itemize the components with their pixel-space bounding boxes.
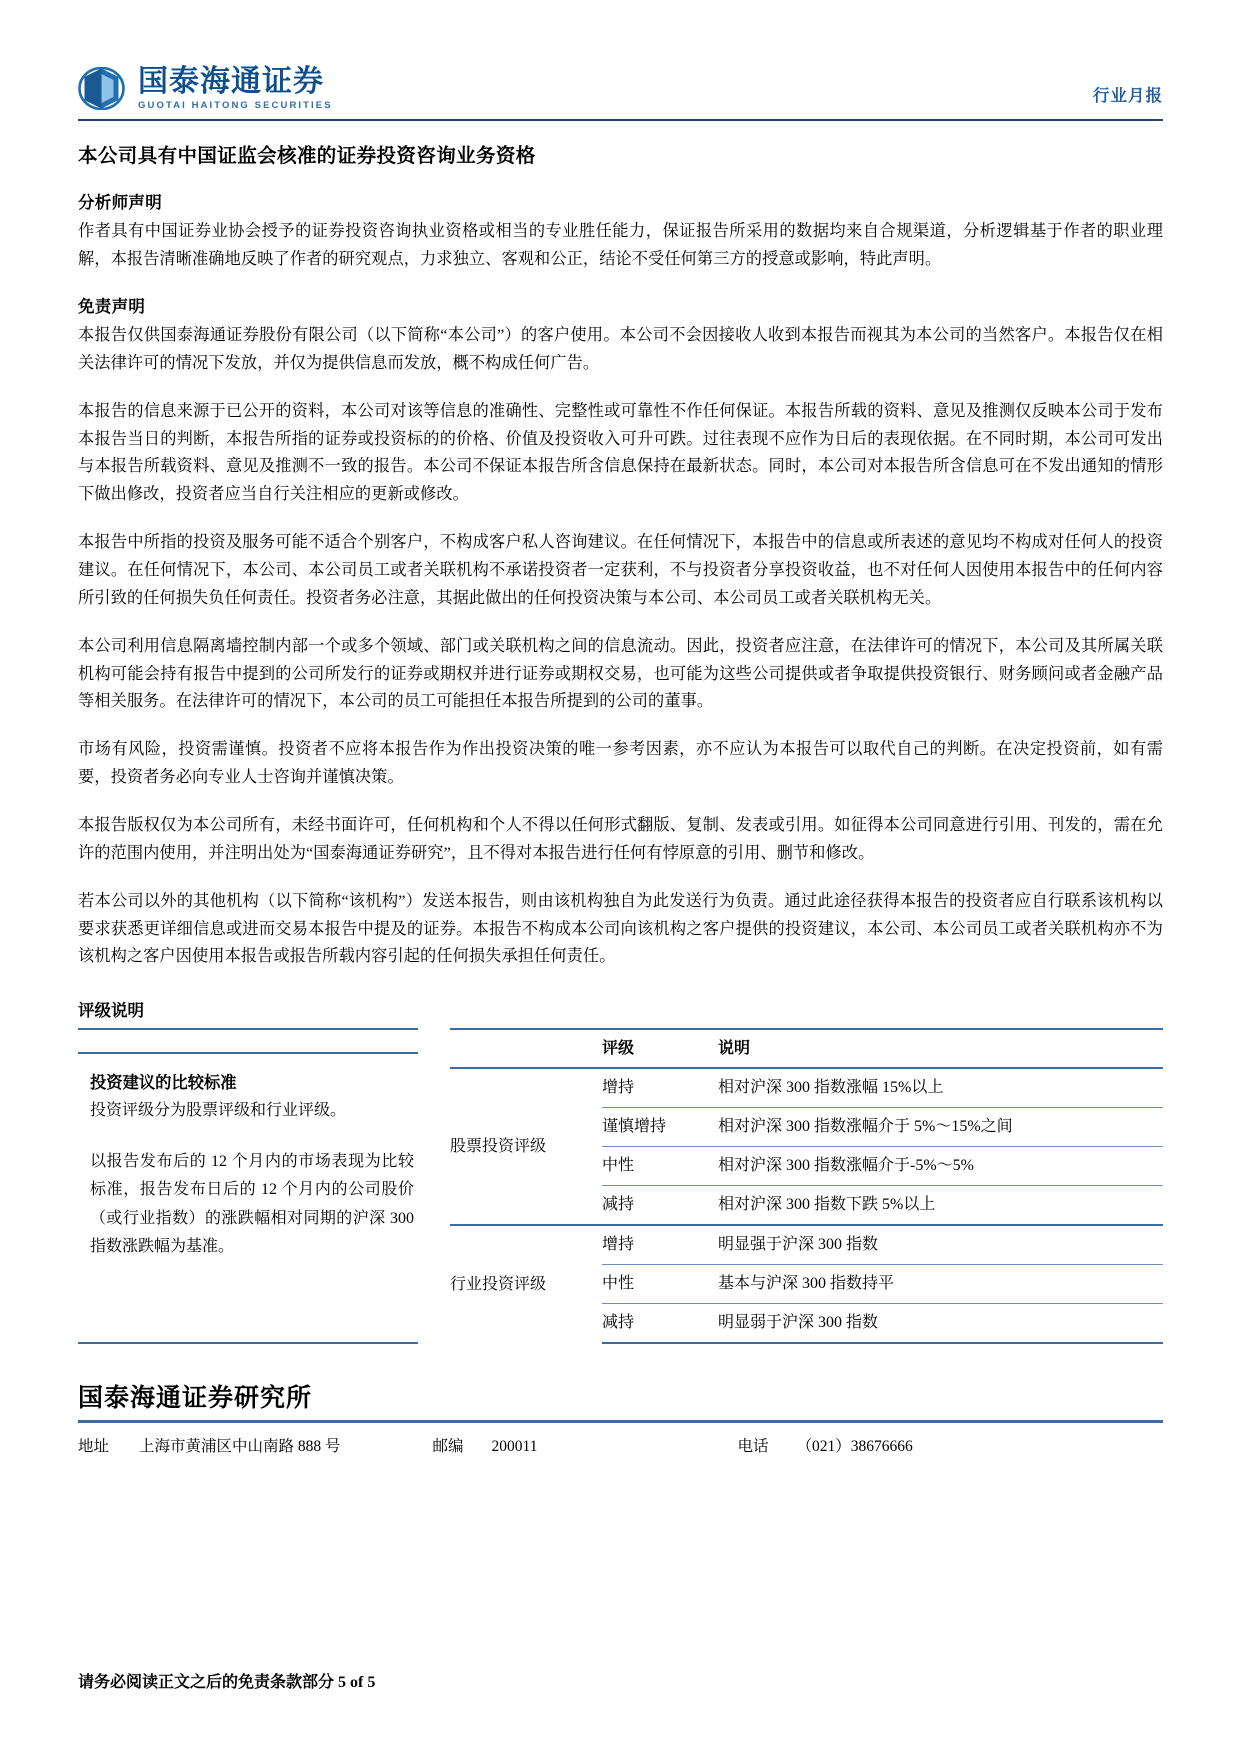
disclaimer-paragraph: 若本公司以外的其他机构（以下简称“该机构”）发送本报告，则由该机构独自为此发送行为负责。通过此途径获得本报告的投资者应自行联系该机构以要求获悉更详细信息或进而交易本报告中提及的证券。本报告不构成本公司向该机构之客户提供的投资建议，本公司、本公司员工或者关联机构亦不为该机构之客户因使用本报告或报告所载内容引起的任何损失承担任何责任。 <box>78 891 1163 966</box>
rating-criteria-panel <box>78 1028 418 1344</box>
header-description: 说明 <box>718 1029 1163 1068</box>
rating-section-heading: 评级说明 <box>78 1001 144 1021</box>
table-row <box>450 1068 1163 1108</box>
rating-label: 中性 <box>602 1265 718 1304</box>
header-group <box>450 1029 602 1068</box>
page-header <box>78 0 1163 110</box>
rating-description: 基本与沪深 300 指数持平 <box>718 1265 1163 1304</box>
disclaimer-paragraph: 本报告的信息来源于已公开的资料，本公司对该等信息的准确性、完整性或可靠性不作任何保证。本报告所载的资料、意见及推测仅反映本公司于发布本报告当日的判断，本报告所指的证券或投资标的的价格、价值及投资收入可升可跌。过往表现不应作为日后的表现依据。在不同时期，本公司可发出与本报告所载资料、意见及推测不一致的报告。本公司不保证本报告所含信息保持在最新状态。同时，本公司对本报告所含信息可在不发出通知的情形下做出修改，投资者应当自行关注相应的更新或修改。 <box>78 401 1163 504</box>
company-logo <box>78 63 333 111</box>
zip-label: 邮编 <box>432 1437 464 1455</box>
research-institute-name: 国泰海通证券研究所 <box>78 1385 313 1413</box>
tel-value: （021）38676666 <box>796 1437 913 1455</box>
table-row <box>450 1225 1163 1265</box>
address-value: 上海市黄浦区中山南路 888 号 <box>139 1437 341 1455</box>
disclaimer-paragraph: 本报告仅供国泰海通证券股份有限公司（以下简称“本公司”）的客户使用。本公司不会因接收人收到本报告而视其为本公司的当然客户。本报告仅在相关法律许可的情况下发放，并仅为提供信息而发放，概不构成任何广告。 <box>78 326 1163 372</box>
rating-description: 相对沪深 300 指数涨幅介于 5%～15%之间 <box>718 1108 1163 1147</box>
group-label-industry: 行业投资评级 <box>450 1225 602 1343</box>
criteria-line-2: 以报告发布后的 12 个月内的市场表现为比较标准，报告发布日后的 12 个月内的公司股价（或行业指数）的涨跌幅相对同期的沪深 300 指数涨跌幅为基准。 <box>90 1152 414 1256</box>
rating-description: 相对沪深 300 指数下跌 5%以上 <box>718 1186 1163 1226</box>
contact-row <box>78 1435 1163 1460</box>
report-type-label: 行业月报 <box>1093 86 1163 105</box>
brand-wordmark <box>138 63 333 111</box>
criteria-top-rule <box>78 1028 418 1052</box>
rating-table-body <box>450 1068 1163 1343</box>
header-divider <box>78 119 1163 121</box>
disclaimer-paragraph: 本报告中所指的投资及服务可能不适合个别客户，不构成客户私人咨询建议。在任何情况下，本报告中的信息或所表述的意见均不构成对任何人的投资建议。在任何情况下，本公司、本公司员工或者关联机构不承诺投资者一定获利，不与投资者分享投资收益，也不对任何人因使用本报告中的任何内容所引致的任何损失负任何责任。投资者务必注意，其据此做出的任何投资决策与本公司、本公司员工或者关联机构无关。 <box>78 533 1163 607</box>
rating-description: 相对沪深 300 指数涨幅 15%以上 <box>718 1079 944 1097</box>
rating-table-panel <box>450 1028 1163 1344</box>
disclaimer-paragraph: 市场有风险，投资需谨慎。投资者不应将本报告作为作出投资决策的唯一参考因素，亦不应认为本报告可以取代自己的判断。在决定投资前，如有需要，投资者务必向专业人士咨询并谨慎决策。 <box>78 740 1163 787</box>
rating-label: 增持 <box>602 1225 718 1265</box>
footer-divider <box>78 1420 1163 1423</box>
analyst-statement-heading: 分析师声明 <box>78 193 162 213</box>
address-label: 地址 <box>78 1437 110 1455</box>
zip-value: 200011 <box>491 1437 538 1455</box>
rating-table-head <box>450 1029 1163 1068</box>
guotai-haitong-mark-icon <box>78 67 125 110</box>
tel-label: 电话 <box>737 1437 769 1455</box>
rating-label: 减持 <box>602 1304 718 1344</box>
rating-section <box>78 1028 1163 1344</box>
rating-description: 相对沪深 300 指数涨幅介于-5%～5% <box>718 1147 1163 1186</box>
rating-definition-table <box>450 1028 1163 1344</box>
page-footer-note: 请务必阅读正文之后的免责条款部分 5 of 5 <box>78 1674 376 1691</box>
rating-label: 谨慎增持 <box>602 1108 718 1147</box>
criteria-title: 投资建议的比较标准 <box>90 1073 237 1093</box>
disclaimer-heading: 免责声明 <box>78 297 146 317</box>
header-rating: 评级 <box>602 1029 718 1068</box>
rating-label: 中性 <box>602 1147 718 1186</box>
rating-label: 增持 <box>602 1079 635 1097</box>
criteria-bottom-rule <box>78 1342 418 1344</box>
page-title: 本公司具有中国证监会核准的证券投资咨询业务资格 <box>78 146 536 167</box>
rating-label: 减持 <box>602 1186 718 1226</box>
brand-name-cn: 国泰海通证券 <box>138 63 324 99</box>
analyst-statement-text: 作者具有中国证券业协会授予的证券投资咨询执业资格或相当的专业胜任能力，保证报告所采用的数据均来自合规渠道，分析逻辑基于作者的职业理解，本报告清晰准确地反映了作者的研究观点，力求独立、客观和公正，结论不受任何第三方的授意或影响，特此声明。 <box>78 222 1163 269</box>
rating-description: 明显强于沪深 300 指数 <box>718 1225 1163 1265</box>
disclaimer-paragraph: 本公司利用信息隔离墙控制内部一个或多个领域、部门或关联机构之间的信息流动。因此，投资者应注意，在法律许可的情况下，本公司及其所属关联机构可能会持有报告中提到的公司所发行的证券或期权并进行证券或期权交易，也可能为这些公司提供或者争取提供投资银行、财务顾问或者金融产品等相关服务。在法律许可的情况下，本公司的员工可能担任本报告所提到的公司的董事。 <box>78 636 1163 711</box>
brand-name-en: GUOTAI HAITONG SECURITIES <box>138 99 333 111</box>
group-label-stock: 股票投资评级 <box>450 1137 547 1155</box>
criteria-body <box>78 1054 418 1342</box>
criteria-line-1: 投资评级分为股票评级和行业评级。 <box>90 1102 347 1120</box>
disclaimer-paragraph: 本报告版权仅为本公司所有，未经书面许可，任何机构和个人不得以任何形式翻版、复制、发表或引用。如征得本公司同意进行引用、刊发的，需在允许的范围内使用，并注明出处为“国泰海通证券研究”，且不得对本报告进行任何有悖原意的引用、删节和修改。 <box>78 816 1163 862</box>
rating-description: 明显弱于沪深 300 指数 <box>718 1304 1163 1344</box>
rating-table-header-row <box>450 1029 1163 1068</box>
